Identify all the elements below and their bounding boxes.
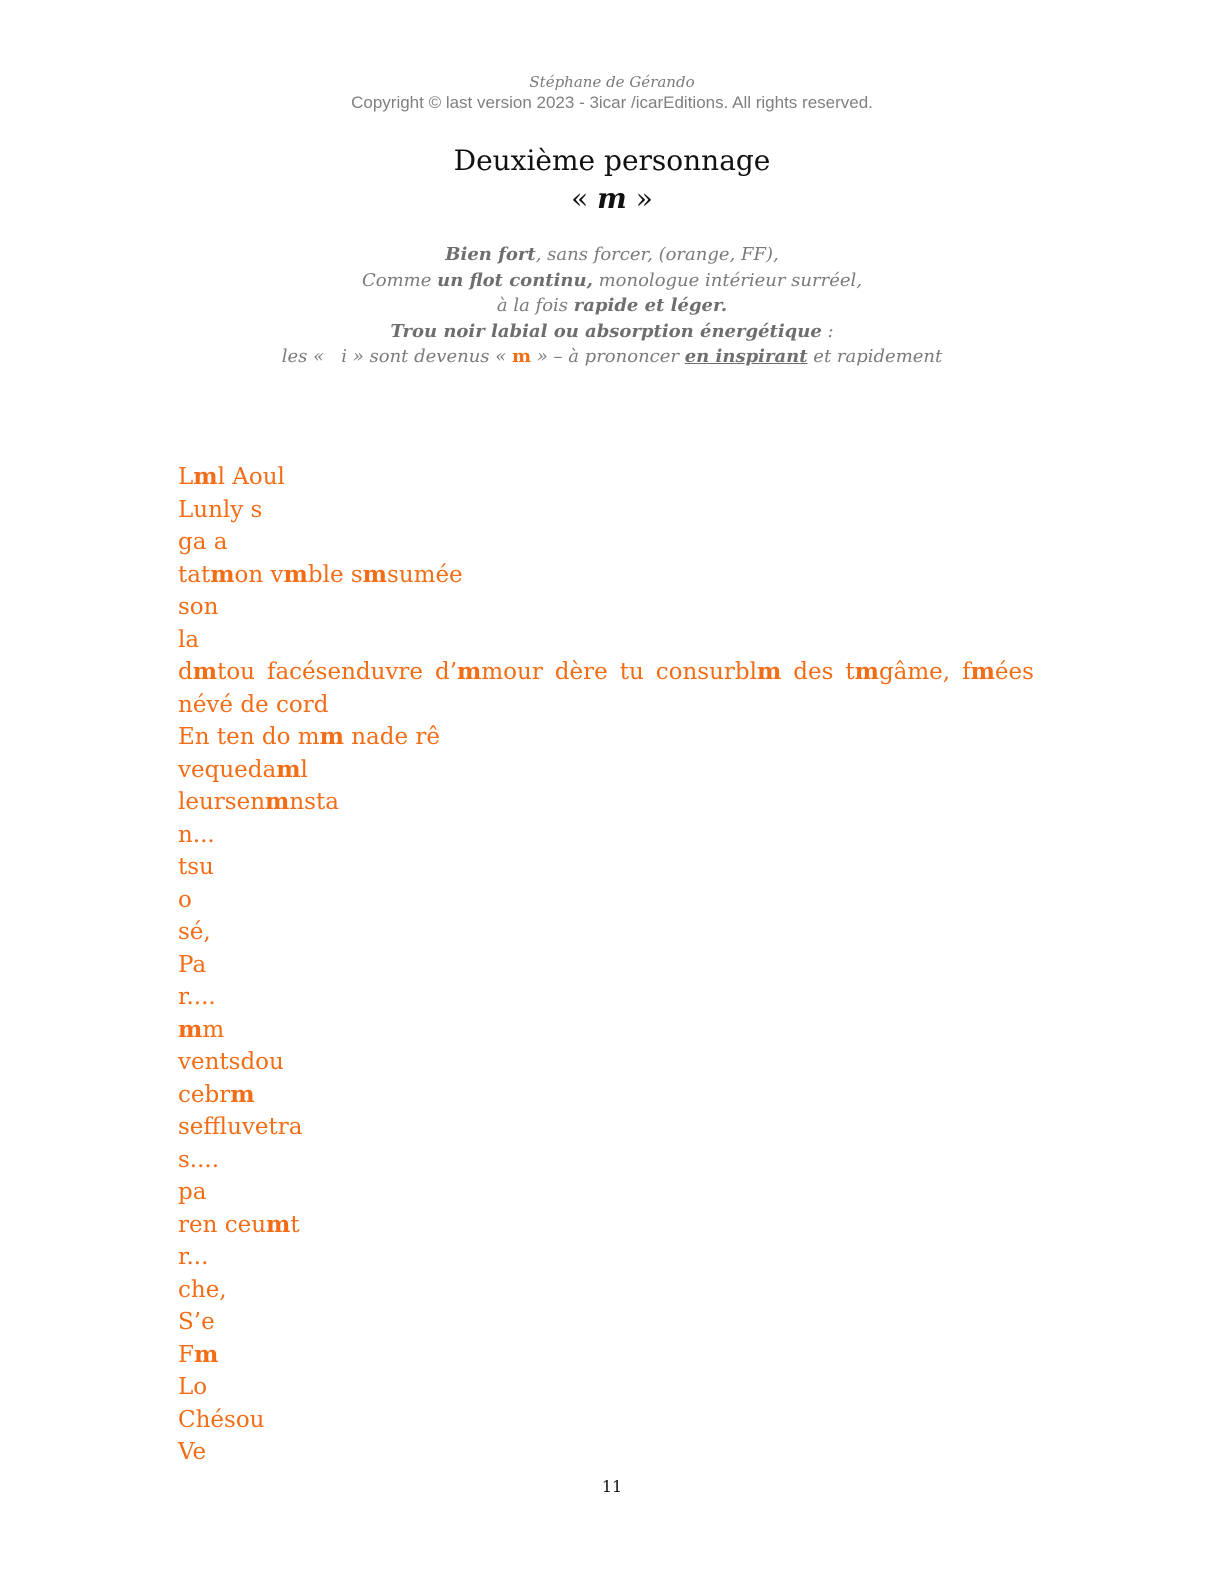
poem-word <box>435 656 543 689</box>
poem-fragment: Lunly s <box>178 496 263 523</box>
poem-fragment: r... <box>178 1244 209 1270</box>
instruction-line-4 <box>0 319 1224 345</box>
poem-fragment: on v <box>234 561 284 588</box>
instruction-text: , sans forcer, (orange, FF), <box>535 244 779 265</box>
poem-line <box>178 1404 1034 1437</box>
page-number: 11 <box>601 1477 623 1496</box>
bold-m: m <box>362 560 388 588</box>
bold-m: m <box>283 560 308 588</box>
instruction-line-5 <box>0 344 1224 370</box>
poem-fragment: t <box>845 659 855 685</box>
header-author: Stéphane de Gérando <box>529 73 695 91</box>
poem-line <box>178 1371 1034 1404</box>
poem-fragment: mour <box>481 659 543 685</box>
instruction-line-1 <box>0 242 1224 268</box>
poem-fragment: l <box>300 756 308 783</box>
poem-fragment: tsu <box>178 854 214 880</box>
poem-line <box>178 559 1034 592</box>
poem-line <box>178 1079 1034 1112</box>
poem-fragment: ble s <box>307 561 363 588</box>
poem-fragment: ées <box>994 659 1034 685</box>
poem-fragment: gâme, <box>878 659 951 685</box>
poem-fragment: tat <box>178 561 211 588</box>
poem-fragment: Lo <box>178 1374 208 1400</box>
bold-m: m <box>230 1080 255 1108</box>
header-copyright: Copyright © last version 2023 - 3icar /icarEditions. All rights reserved. <box>351 93 873 112</box>
poem-fragment: t <box>290 1211 300 1238</box>
instruction-emphasis: rapide et léger. <box>573 295 728 316</box>
poem-fragment: r.... <box>178 984 216 1010</box>
poem-fragment: son <box>178 594 219 620</box>
instruction-line-3 <box>0 293 1224 319</box>
bold-m: m <box>756 658 782 685</box>
poem-fragment: ren ceu <box>178 1211 267 1238</box>
poem-fragment: s.... <box>178 1146 220 1173</box>
poem-word <box>267 656 423 689</box>
poem-word <box>793 656 833 689</box>
bold-m: m <box>854 658 879 685</box>
poem-fragment: nsta <box>289 789 339 815</box>
bold-m: m <box>266 1210 291 1238</box>
instruction-emphasis: Trou noir labial ou absorption énergétique <box>390 320 822 342</box>
poem-fragment: pa <box>178 1179 207 1205</box>
poem-line <box>178 494 1034 527</box>
poem-text <box>178 461 1034 1469</box>
poem-fragment: tou <box>217 659 255 685</box>
instruction-underlined: en inspirant <box>684 346 808 367</box>
poem-fragment: S’e <box>178 1309 215 1335</box>
poem-fragment: névé de cord <box>178 691 329 718</box>
bold-m: m <box>193 463 218 490</box>
poem-fragment: Chésou <box>178 1406 265 1433</box>
instruction-text: et rapidement <box>807 346 943 367</box>
poem-fragment: f <box>962 659 971 685</box>
poem-line <box>178 981 1034 1014</box>
instruction-text: à la fois <box>496 295 574 316</box>
poem-line <box>178 1339 1034 1372</box>
poem-word <box>962 656 1034 689</box>
page-subtitle <box>0 181 1224 217</box>
poem-fragment: o <box>178 886 192 913</box>
poem-fragment: sé, <box>178 919 211 945</box>
subtitle-letter: m <box>597 182 627 215</box>
poem-line <box>178 591 1034 624</box>
poem-fragment: En ten do m <box>178 724 320 750</box>
poem-fragment: l Aoul <box>217 464 285 490</box>
bold-m: m <box>178 1015 203 1043</box>
bold-m: m <box>210 560 235 588</box>
poem-line <box>178 461 1034 494</box>
bold-m: m <box>970 658 995 685</box>
instruction-orange-m: m <box>512 346 532 367</box>
poem-line <box>178 656 1034 689</box>
poem-word <box>555 656 608 689</box>
poem-line <box>178 526 1034 559</box>
poem-line <box>178 949 1034 982</box>
bold-m: m <box>265 788 290 815</box>
poem-line <box>178 851 1034 884</box>
poem-line <box>178 1046 1034 1079</box>
poem-line <box>178 624 1034 657</box>
poem-line <box>178 1144 1034 1177</box>
poem-fragment: L <box>178 464 194 490</box>
poem-line <box>178 754 1034 787</box>
poem-fragment: cebr <box>178 1081 231 1108</box>
performance-instructions <box>0 242 1224 370</box>
poem-fragment: dère <box>554 659 608 685</box>
poem-fragment: seffluvetra <box>178 1114 303 1140</box>
poem-fragment: des <box>793 659 834 685</box>
poem-fragment: Ve <box>178 1439 207 1465</box>
poem-line <box>178 1436 1034 1469</box>
poem-line <box>178 1241 1034 1274</box>
poem-line <box>178 1111 1034 1144</box>
poem-word <box>620 656 644 689</box>
poem-fragment: vequeda <box>178 756 277 783</box>
poem-word <box>845 656 950 689</box>
instruction-text: : <box>821 320 834 342</box>
poem-word <box>656 656 782 689</box>
poem-fragment: m <box>202 1016 225 1043</box>
instruction-text: monologue intérieur surréel, <box>592 269 863 291</box>
poem-fragment: F <box>178 1341 194 1368</box>
poem-fragment: d’ <box>434 659 458 685</box>
poem-fragment: consurbl <box>655 659 757 685</box>
poem-fragment: Pa <box>178 951 207 978</box>
subtitle-close-quote: » <box>626 182 653 215</box>
poem-fragment: ga a <box>178 529 228 555</box>
instruction-text: Comme <box>361 269 438 291</box>
instruction-text: » – à prononcer <box>531 346 685 367</box>
poem-fragment: leursen <box>178 789 266 815</box>
poem-line <box>178 884 1034 917</box>
bold-m: m <box>193 1340 219 1368</box>
poem-fragment: ventsdou <box>178 1049 284 1075</box>
poem-fragment: facésenduvre <box>266 659 424 685</box>
poem-fragment: tu <box>619 659 644 685</box>
bold-m: m <box>457 658 482 685</box>
poem-line <box>178 721 1034 754</box>
page-title: Deuxième personnage <box>453 144 771 177</box>
subtitle-open-quote: « <box>571 182 598 215</box>
poem-line <box>178 1274 1034 1307</box>
poem-line <box>178 786 1034 819</box>
instruction-line-2 <box>0 268 1224 294</box>
poem-fragment: nade rê <box>343 724 441 750</box>
poem-fragment: n... <box>178 821 215 848</box>
instruction-emphasis: Bien fort <box>445 244 536 265</box>
poem-fragment: che, <box>178 1276 227 1303</box>
instruction-emphasis: un flot continu, <box>437 269 593 291</box>
poem-fragment: sumée <box>387 561 463 588</box>
poem-fragment: la <box>178 626 200 653</box>
poem-line <box>178 689 1034 722</box>
poem-line <box>178 819 1034 852</box>
bold-m: m <box>319 723 344 750</box>
poem-line <box>178 916 1034 949</box>
poem-fragment: d <box>178 659 193 685</box>
poem-line <box>178 1209 1034 1242</box>
poem-line <box>178 1014 1034 1047</box>
poem-word <box>178 656 255 689</box>
poem-line <box>178 1176 1034 1209</box>
poem-line <box>178 1306 1034 1339</box>
bold-m: m <box>276 755 301 783</box>
bold-m: m <box>192 658 218 685</box>
instruction-text: les « i » sont devenus « <box>281 346 512 367</box>
